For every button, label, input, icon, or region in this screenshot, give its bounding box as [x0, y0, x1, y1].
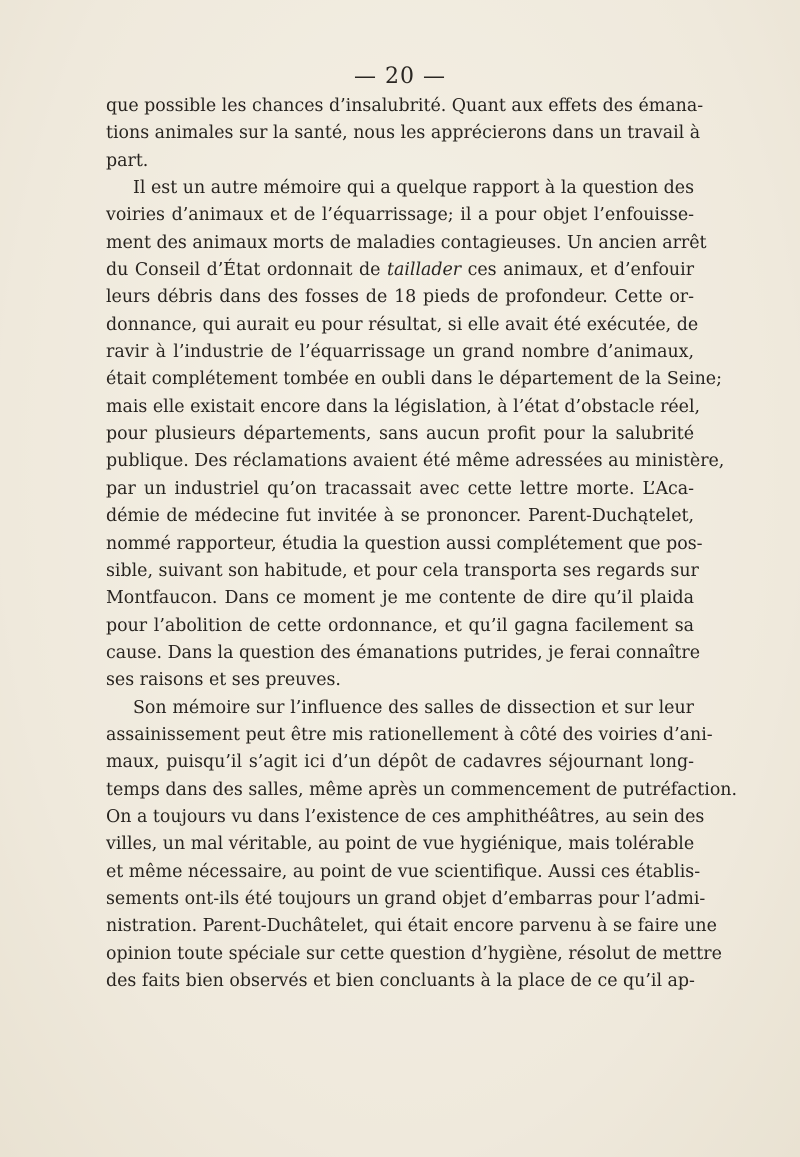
text-line: Montfaucon. Dans ce moment je me contente de dire qu’il plaida [106, 588, 694, 609]
text-line: que possible les chances d’insalubrité. Quant aux effets des émana- [106, 96, 704, 116]
text-line: publique. Des réclamations avaient été même adressées au ministère, [106, 451, 725, 472]
text-line: tions animales sur la santé, nous les apprécierons dans un travail à [106, 123, 701, 144]
text-line: villes, un mal véritable, au point de vue hygiénique, mais tolérable [106, 834, 695, 855]
text-line: cause. Dans la question des émanations putrides, je ferai connaître [106, 642, 701, 663]
text-line: ses raisons et ses preuves. [106, 670, 341, 691]
text-line: sible, suivant son habitude, et pour cela transporta ses regards sur [106, 560, 699, 581]
text-line: par un industriel qu’on tracassait avec cette lettre morte. L’Aca- [106, 478, 694, 499]
text-line: part. [106, 150, 149, 171]
text-line: On a toujours vu dans l’existence de ces amphithéâtres, au sein des [106, 806, 705, 827]
text-line: pour l’abolition de cette ordonnance, et qu’il gagna facilement sa [106, 615, 694, 636]
text-line: était complétement tombée en oubli dans le département de la Seine; [106, 369, 722, 390]
text-line: nistration. Parent-Duchâtelet, qui était encore parvenu à se faire une [106, 916, 717, 937]
text-line: assainissement peut être mis rationellement à côté des voiries d’ani- [106, 724, 713, 745]
text-line: Il est un autre mémoire qui a quelque rapport à la question des [133, 178, 694, 199]
text-line: ravir à l’industrie de l’équarrissage un grand nombre d’animaux, [106, 342, 694, 363]
italic-word: taillader [386, 260, 462, 281]
text-line: démie de médecine fut invitée à se prononcer. Parent-Duchątelet, [106, 506, 694, 527]
text-line: ment des animaux morts de maladies contagieuses. Un ancien arrêt [106, 232, 707, 253]
text-line: Son mémoire sur l’influence des salles de dissection et sur leur [133, 697, 694, 718]
text-line: opinion toute spéciale sur cette question d’hygiène, résolut de mettre [106, 943, 722, 964]
body-text [106, 93, 738, 995]
text-line: et même nécessaire, au point de vue scientifique. Aussi ces établis- [106, 861, 701, 882]
text-line: voiries d’animaux et de l’équarrissage; il a pour objet l’enfouisse- [106, 205, 694, 226]
page-number: — 20 — [354, 64, 446, 89]
text-line: sements ont-ils été toujours un grand objet d’embarras pour l’admi- [106, 888, 706, 909]
text-line: pour plusieurs départements, sans aucun profit pour la salubrité [106, 424, 694, 445]
text-line: des faits bien observés et bien concluants à la place de ce qu’il ap- [106, 971, 695, 991]
text-line: mais elle existait encore dans la législation, à l’état d’obstacle réel, [106, 396, 701, 417]
text-line: donnance, qui aurait eu pour résultat, si elle avait été exécutée, de [106, 314, 699, 335]
text-line: du Conseil d’État ordonnait de taillader ces animaux, et d’enfouir [106, 260, 695, 281]
text-line: nommé rapporteur, étudia la question aussi complétement que pos- [106, 533, 703, 554]
text-line: leurs débris dans des fosses de 18 pieds de profondeur. Cette or- [106, 287, 694, 308]
text-line: maux, puisqu’il s’agit ici d’un dépôt de cadavres séjournant long- [106, 752, 694, 773]
text-line: temps dans des salles, même après un commencement de putréfaction. [106, 779, 738, 800]
